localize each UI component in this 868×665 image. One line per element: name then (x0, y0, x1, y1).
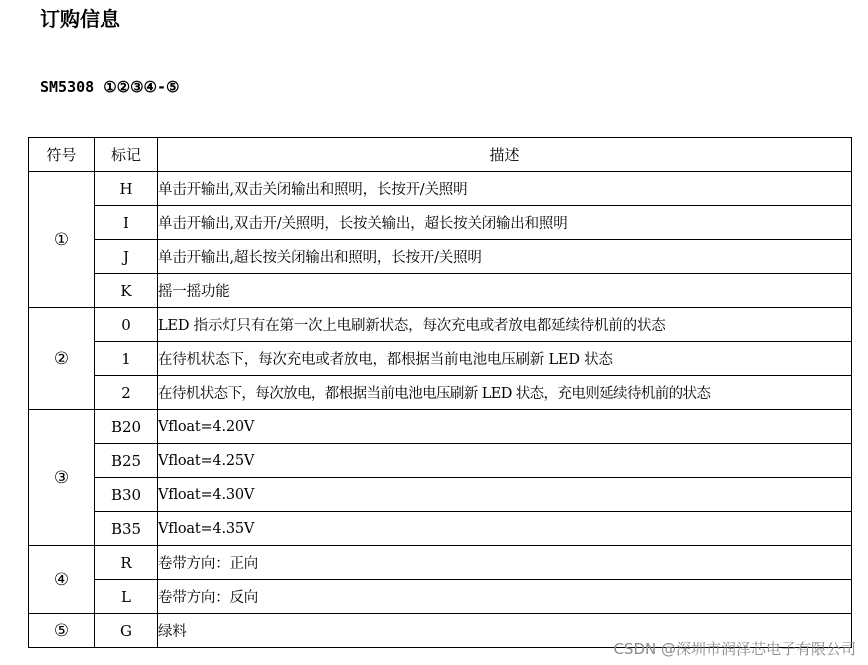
table-row (29, 308, 852, 342)
header-symbol: 符号 (29, 138, 95, 172)
description-cell: 在待机状态下，每次充电或者放电，都根据当前电池电压刷新 LED 状态 (158, 342, 852, 376)
part-number: SM5308 ①②③④-⑤ (40, 78, 180, 96)
table-row (29, 172, 852, 206)
mark-cell: L (95, 580, 158, 614)
symbol-cell: ⑤ (29, 614, 95, 648)
mark-cell: R (95, 546, 158, 580)
table-row (29, 546, 852, 580)
header-mark: 标记 (95, 138, 158, 172)
description-cell: Vfloat=4.35V (158, 512, 852, 546)
table-row (29, 580, 852, 614)
symbol-cell: ① (29, 172, 95, 308)
mark-cell: 0 (95, 308, 158, 342)
header-description: 描述 (158, 138, 852, 172)
mark-cell: K (95, 274, 158, 308)
description-cell: 在待机状态下，每次放电，都根据当前电池电压刷新 LED 状态，充电则延续待机前的状态 (158, 376, 852, 410)
symbol-cell: ④ (29, 546, 95, 614)
mark-cell: B20 (95, 410, 158, 444)
table-header-row (29, 138, 852, 172)
description-cell: Vfloat=4.30V (158, 478, 852, 512)
table-row (29, 240, 852, 274)
table-row (29, 342, 852, 376)
description-cell: LED 指示灯只有在第一次上电刷新状态，每次充电或者放电都延续待机前的状态 (158, 308, 852, 342)
description-cell: Vfloat=4.25V (158, 444, 852, 478)
table-row (29, 478, 852, 512)
mark-cell: B25 (95, 444, 158, 478)
mark-cell: B35 (95, 512, 158, 546)
mark-cell: 1 (95, 342, 158, 376)
table-row (29, 444, 852, 478)
page-title: 订购信息 (40, 7, 120, 31)
watermark: CSDN @深圳市润泽芯电子有限公司 (613, 640, 856, 658)
description-cell: 绿料 (158, 614, 852, 648)
table-row (29, 376, 852, 410)
description-cell: 摇一摇功能 (158, 274, 852, 308)
description-cell: 单击开输出,双击开/关照明，长按关输出，超长按关闭输出和照明 (158, 206, 852, 240)
table-row (29, 410, 852, 444)
description-cell: 卷带方向：正向 (158, 546, 852, 580)
mark-cell: J (95, 240, 158, 274)
description-cell: 单击开输出,双击关闭输出和照明，长按开/关照明 (158, 172, 852, 206)
symbol-cell: ② (29, 308, 95, 410)
table-row (29, 274, 852, 308)
description-cell: 卷带方向：反向 (158, 580, 852, 614)
mark-cell: B30 (95, 478, 158, 512)
mark-cell: 2 (95, 376, 158, 410)
table-row (29, 206, 852, 240)
mark-cell: I (95, 206, 158, 240)
description-cell: Vfloat=4.20V (158, 410, 852, 444)
mark-cell: G (95, 614, 158, 648)
mark-cell: H (95, 172, 158, 206)
ordering-info-table (28, 137, 852, 648)
description-cell: 单击开输出,超长按关闭输出和照明，长按开/关照明 (158, 240, 852, 274)
symbol-cell: ③ (29, 410, 95, 546)
table-row (29, 512, 852, 546)
